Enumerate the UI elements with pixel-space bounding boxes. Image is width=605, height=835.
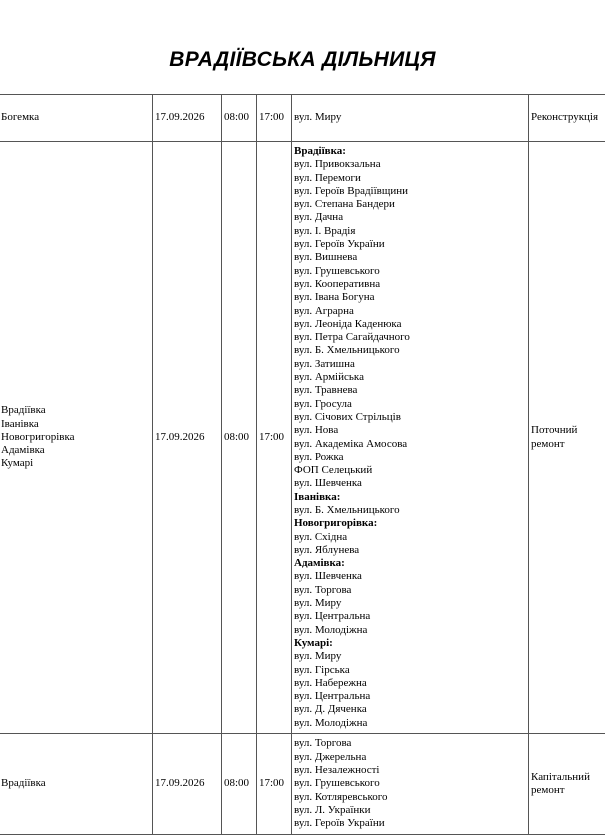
street-item: вул. Набережна: [294, 677, 526, 690]
settlements-cell: [0, 95, 153, 142]
date-cell: 17.09.2026: [153, 734, 222, 835]
street-item: вул. Вишнева: [294, 251, 526, 264]
settlements-cell: [0, 142, 153, 734]
page-title: ВРАДІЇВСЬКА ДІЛЬНИЦЯ: [0, 48, 605, 72]
village-heading: Врадіївка:: [294, 145, 526, 158]
street-item: вул. Степана Бандери: [294, 198, 526, 211]
street-item: вул. Л. Українки: [294, 804, 526, 817]
settlement-name: Богемка: [1, 111, 150, 124]
work-type-cell: [529, 142, 605, 734]
street-item: вул. Грушевського: [294, 265, 526, 278]
street-item: вул. Петра Сагайдачного: [294, 331, 526, 344]
street-item: вул. Торгова: [294, 584, 526, 597]
street-item: вул. Гросула: [294, 398, 526, 411]
street-item: вул. Леоніда Каденюка: [294, 318, 526, 331]
village-heading: Адамівка:: [294, 557, 526, 570]
street-item: вул. Миру: [294, 650, 526, 663]
start-time-cell: 08:00: [222, 734, 257, 835]
street-item: вул. Молодіжна: [294, 624, 526, 637]
end-time-cell: 17:00: [257, 95, 292, 142]
street-item: вул. Рожка: [294, 451, 526, 464]
end-time-cell: 17:00: [257, 734, 292, 835]
street-item: вул. Молодіжна: [294, 717, 526, 730]
street-item: вул. Дачна: [294, 211, 526, 224]
street-item: вул. Травнева: [294, 384, 526, 397]
settlement-name: Врадіївка: [1, 777, 150, 790]
street-item: вул. І. Врадія: [294, 225, 526, 238]
street-item: вул. Івана Богуна: [294, 291, 526, 304]
table-row: [0, 142, 605, 734]
street-item: вул. Незалежності: [294, 764, 526, 777]
street-item: вул. Гірська: [294, 664, 526, 677]
settlements-cell: [0, 734, 153, 835]
settlement-name: Врадіївка: [1, 404, 150, 417]
start-time-cell: 08:00: [222, 95, 257, 142]
street-item: вул. Яблунева: [294, 544, 526, 557]
outage-schedule-table: [0, 94, 605, 835]
street-item: вул. Затишна: [294, 358, 526, 371]
date-cell: 17.09.2026: [153, 95, 222, 142]
street-item: вул. Котляревського: [294, 791, 526, 804]
settlement-name: Кумарі: [1, 457, 150, 470]
work-type-cell: [529, 734, 605, 835]
street-item: вул. Центральна: [294, 610, 526, 623]
streets-cell: [292, 142, 529, 734]
street-item: вул. Перемоги: [294, 172, 526, 185]
street-item: вул. Джерельна: [294, 751, 526, 764]
street-item: ФОП Селецький: [294, 464, 526, 477]
settlement-name: Новогригорівка: [1, 431, 150, 444]
street-item: вул. Торгова: [294, 737, 526, 750]
table-row: [0, 734, 605, 835]
street-item: вул. Героїв Врадіївщини: [294, 185, 526, 198]
village-heading: Іванівка:: [294, 491, 526, 504]
start-time-cell: 08:00: [222, 142, 257, 734]
settlement-name: Іванівка: [1, 418, 150, 431]
street-item: вул. Центральна: [294, 690, 526, 703]
street-item: вул. Привокзальна: [294, 158, 526, 171]
street-item: вул. Героїв України: [294, 817, 526, 830]
table-row: [0, 95, 605, 142]
street-item: вул. Миру: [294, 111, 526, 124]
street-item: вул. Грушевського: [294, 777, 526, 790]
street-item: вул. Миру: [294, 597, 526, 610]
work-type: Реконструкція: [531, 111, 605, 124]
work-type: Поточний ремонт: [531, 424, 605, 451]
street-item: вул. Б. Хмельницького: [294, 504, 526, 517]
streets-cell: [292, 95, 529, 142]
streets-cell: [292, 734, 529, 835]
street-item: вул. Академіка Амосова: [294, 438, 526, 451]
street-item: вул. Аграрна: [294, 305, 526, 318]
street-item: вул. Шевченка: [294, 570, 526, 583]
street-item: вул. Б. Хмельницького: [294, 344, 526, 357]
end-time-cell: 17:00: [257, 142, 292, 734]
village-heading: Новогригорівка:: [294, 517, 526, 530]
settlement-name: Адамівка: [1, 444, 150, 457]
village-heading: Кумарі:: [294, 637, 526, 650]
street-item: вул. Шевченка: [294, 477, 526, 490]
work-type-cell: [529, 95, 605, 142]
street-item: вул. Кооперативна: [294, 278, 526, 291]
date-cell: 17.09.2026: [153, 142, 222, 734]
street-item: вул. Нова: [294, 424, 526, 437]
street-item: вул. Січових Стрільців: [294, 411, 526, 424]
street-item: вул. Армійська: [294, 371, 526, 384]
street-item: вул. Д. Дяченка: [294, 703, 526, 716]
street-item: вул. Героїв України: [294, 238, 526, 251]
work-type: Капітальний ремонт: [531, 771, 605, 798]
street-item: вул. Східна: [294, 531, 526, 544]
